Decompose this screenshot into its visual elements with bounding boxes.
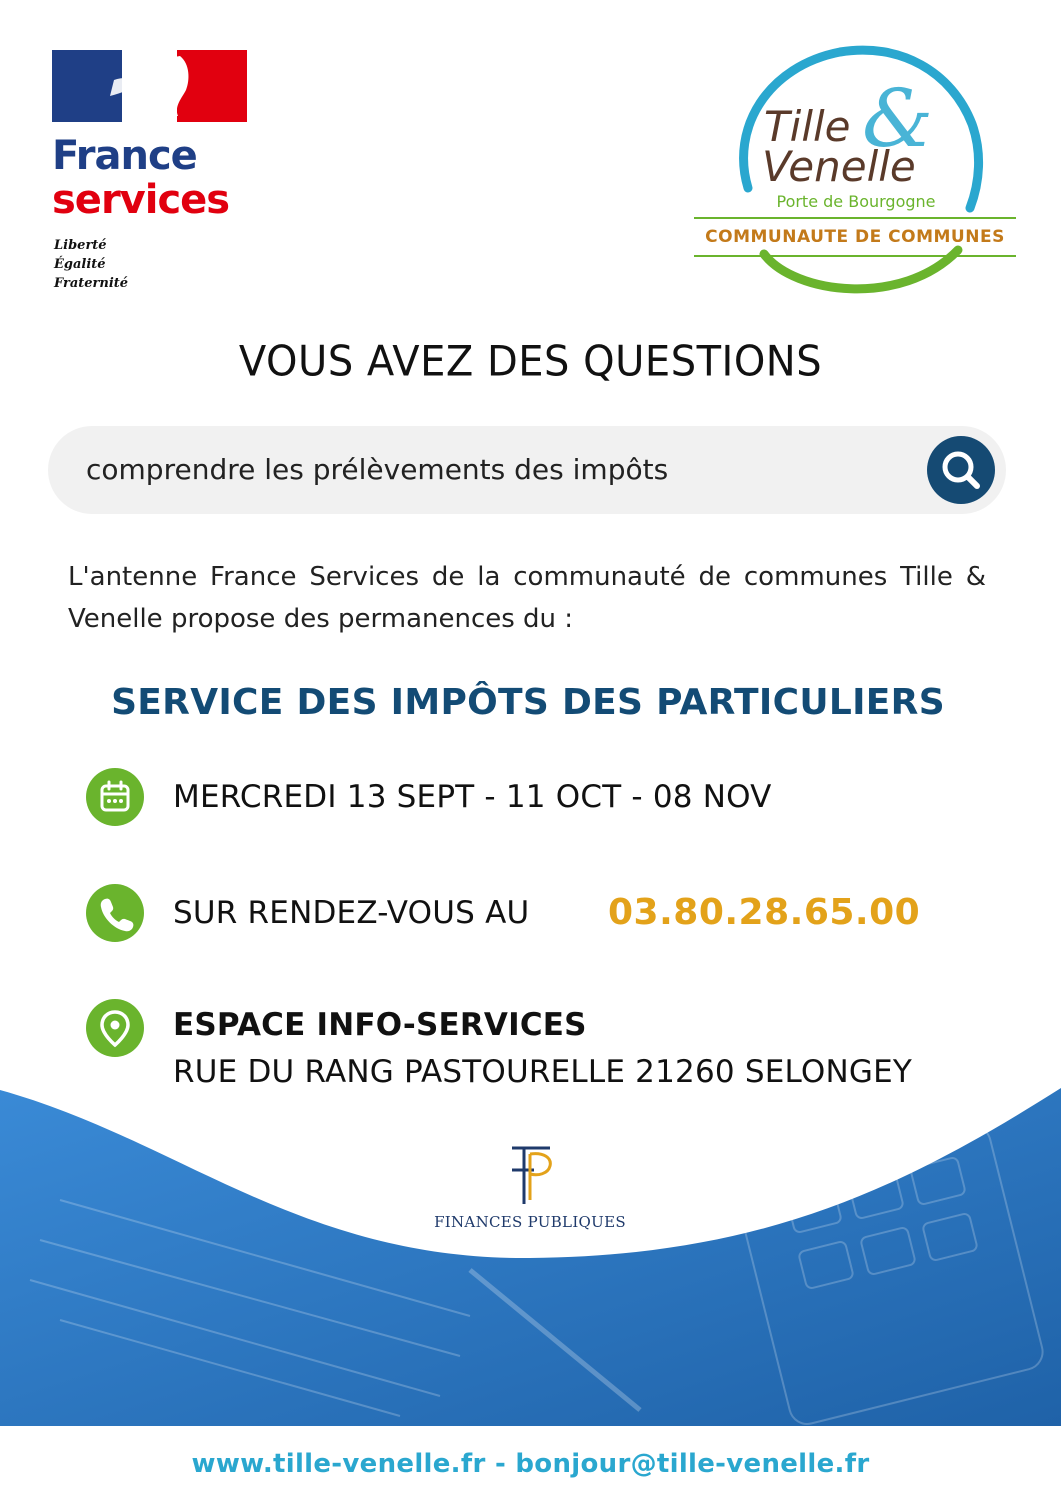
search-bar	[48, 426, 1006, 514]
search-text: comprendre les prélèvements des impôts	[86, 453, 669, 486]
logo-word-tille: Tille	[764, 102, 851, 151]
footer-contact: www.tille-venelle.fr - bonjour@tille-venelle.fr	[191, 1449, 870, 1479]
location-bubble	[86, 999, 144, 1057]
dates-text: MERCREDI 13 SEPT - 11 OCT - 08 NOV	[173, 779, 772, 815]
search-button	[927, 436, 995, 504]
appointment-text: SUR RENDEZ-VOUS AU	[173, 895, 530, 931]
footer	[0, 1426, 1061, 1500]
motto-fraternite: Fraternité	[54, 276, 129, 291]
finances-publiques-text: FINANCES PUBLIQUES	[434, 1213, 626, 1231]
location-pin-icon	[86, 999, 144, 1057]
france-services-logo	[52, 50, 252, 295]
logo-banner: COMMUNAUTE DE COMMUNES	[705, 227, 1005, 247]
france-services-word-services: services	[52, 177, 230, 223]
motto-egalite: Égalité	[54, 257, 106, 272]
logo-word-venelle: Venelle	[762, 142, 916, 191]
logo-ampersand: &	[862, 72, 934, 165]
finances-publiques-logo	[424, 1138, 636, 1238]
tax-forms-photo-band	[0, 1080, 1061, 1426]
finances-publiques-mark-icon	[506, 1138, 556, 1210]
calendar-bubble	[86, 768, 144, 826]
logo-tagline: Porte de Bourgogne	[776, 192, 936, 211]
phone-icon	[86, 884, 144, 942]
address-text: RUE DU RANG PASTOURELLE 21260 SELONGEY	[173, 1054, 913, 1090]
place-name: ESPACE INFO-SERVICES	[173, 1007, 587, 1043]
intro-paragraph: L'antenne France Services de la communauté de communes Tille & Venelle propose des permanences du :	[68, 562, 986, 634]
france-services-word-france: France	[52, 133, 197, 179]
headline: VOUS AVEZ DES QUESTIONS	[238, 337, 823, 387]
phone-bubble	[86, 884, 144, 942]
motto-liberte: Liberté	[54, 238, 107, 253]
marianne-flag-icon	[52, 50, 247, 122]
tille-venelle-logo	[690, 38, 1020, 300]
phone-number: 03.80.28.65.00	[608, 892, 921, 933]
service-title: SERVICE DES IMPÔTS DES PARTICULIERS	[111, 682, 945, 723]
calendar-icon	[86, 768, 144, 826]
search-icon	[927, 436, 995, 504]
